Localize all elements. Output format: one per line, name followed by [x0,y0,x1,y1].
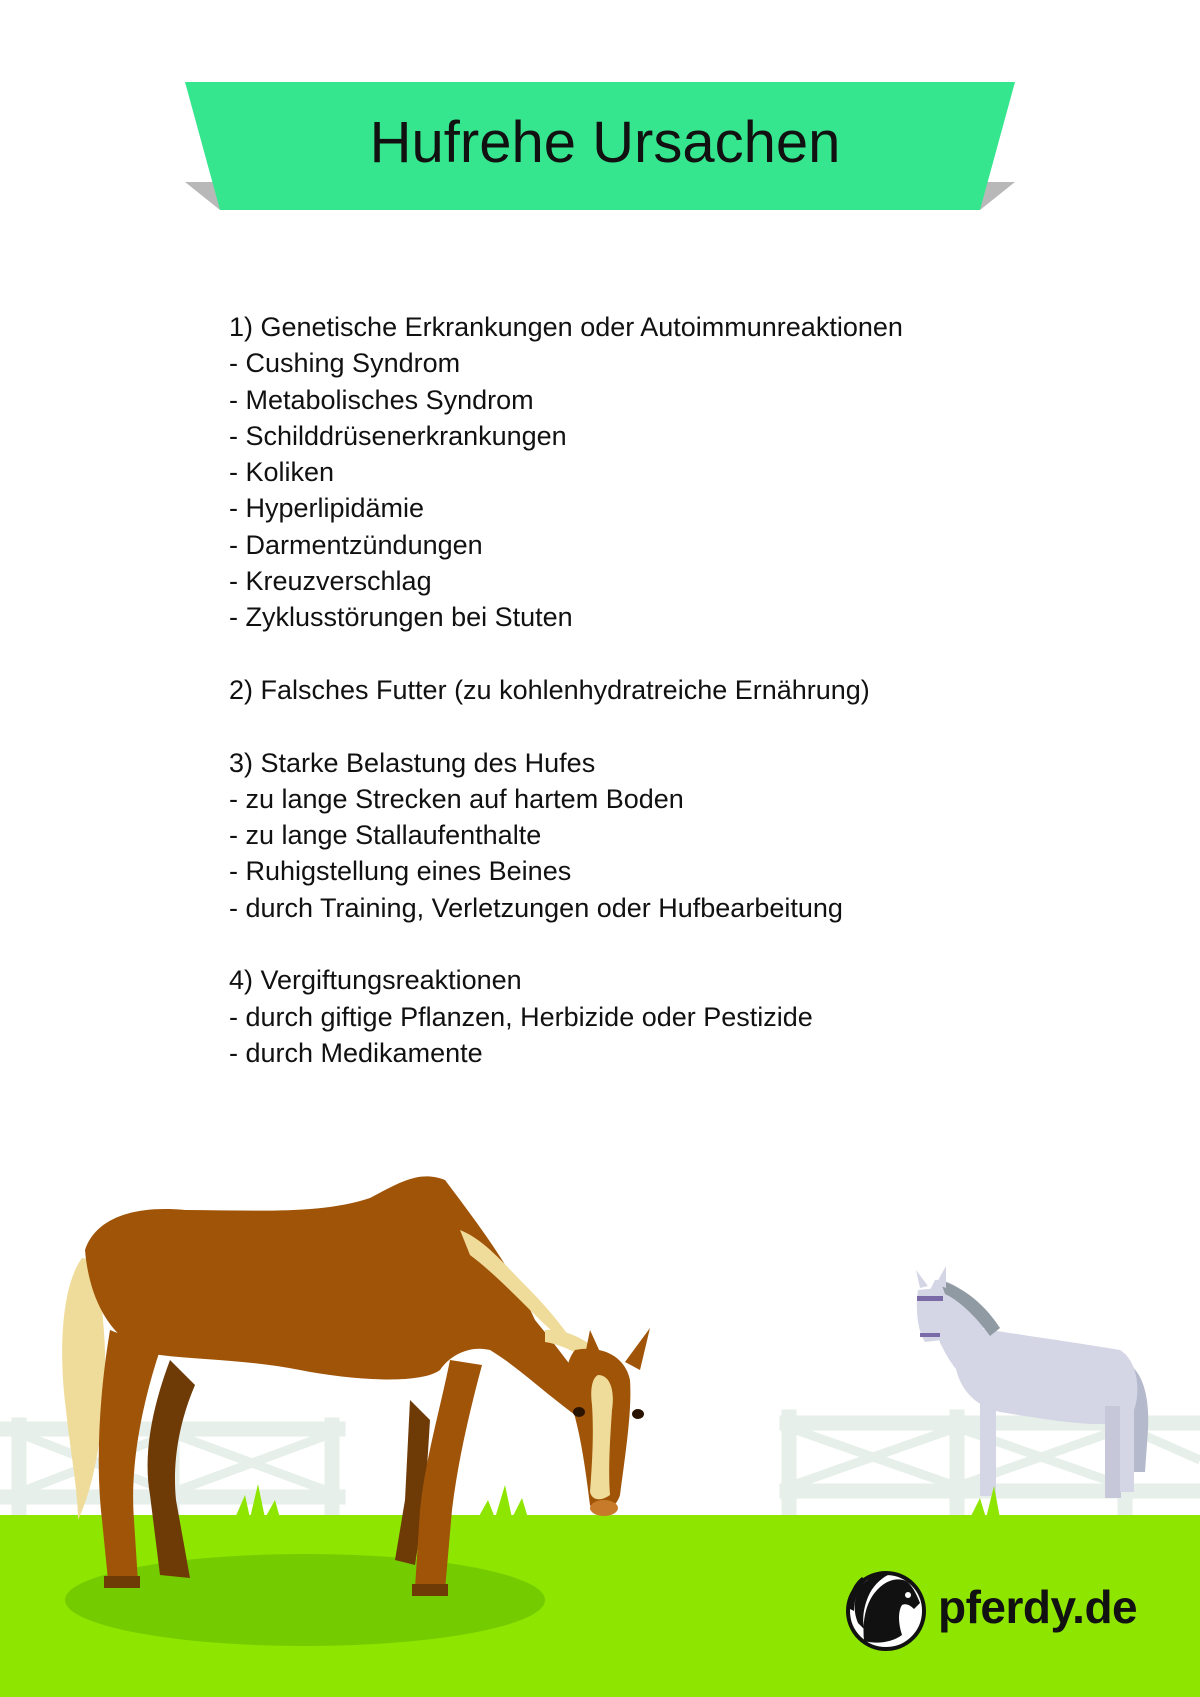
list-item: - Hyperlipidämie [229,493,425,524]
list-item: - durch Training, Verletzungen oder Hufbearbeitung [229,892,843,923]
causes-list [229,309,1089,1108]
section-heading: 3) Starke Belastung des Hufes [229,747,596,778]
list-item: - Schilddrüsenerkrankungen [229,420,567,451]
list-item: - Cushing Syndrom [229,348,461,379]
logo-text: pferdy.de [938,1581,1138,1633]
list-item: - Kreuzverschlag [229,566,432,597]
list-item: - zu lange Strecken auf hartem Boden [229,783,684,814]
section-4 [229,962,1089,1071]
list-item: - durch giftige Pflanzen, Herbizide oder Pestizide [229,1001,813,1032]
list-item: - Zyklusstörungen bei Stuten [229,602,573,633]
section-heading: 1) Genetische Erkrankungen oder Autoimmunreaktionen [229,312,903,342]
section-2 [229,672,1089,708]
section-3 [229,745,1089,926]
list-item: - Ruhigstellung eines Beines [229,856,572,887]
list-item: - Metabolisches Syndrom [229,384,534,415]
list-item: - Koliken [229,457,335,488]
section-heading: 2) Falsches Futter (zu kohlenhydratreiche Ernährung) [229,674,870,705]
pferdy-logo[interactable] [840,1565,1140,1655]
list-item: - Darmentzündungen [229,529,483,560]
page-title: Hufrehe Ursachen [369,110,841,175]
section-heading: 4) Vergiftungsreaktionen [229,965,522,996]
list-item: - durch Medikamente [229,1037,483,1068]
title-banner [0,0,1200,240]
horse-head-logo-icon [840,1565,932,1655]
section-1 [229,309,1089,636]
list-item: - zu lange Stallaufenthalte [229,820,542,851]
